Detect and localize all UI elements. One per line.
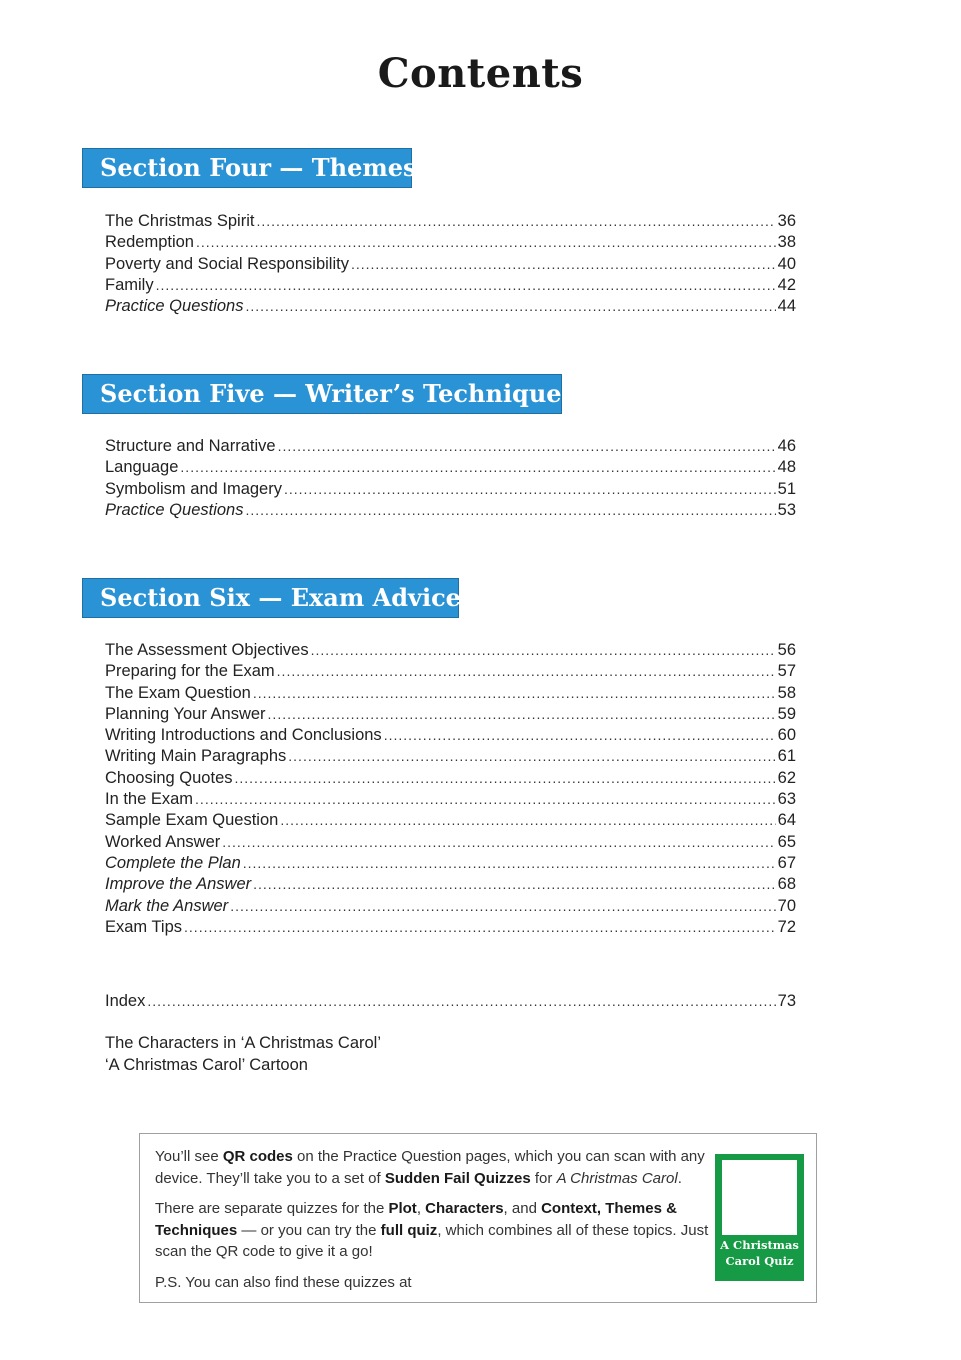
info-paragraph-ps: P.S. You can also find these quizzes at	[155, 1273, 412, 1291]
toc-entry[interactable]: Choosing Quotes ..... 62	[105, 768, 796, 789]
toc-entry[interactable]: Preparing for the Exam ..... 57	[105, 661, 796, 682]
toc-entry[interactable]: Planning Your Answer ..... 59	[105, 704, 796, 725]
toc-entry[interactable]: Structure and Narrative ..... 46	[105, 436, 796, 457]
toc-entry[interactable]: Sample Exam Question ..... 64	[105, 810, 796, 831]
toc-entry[interactable]: Poverty and Social Responsibility ..... 40	[105, 254, 796, 275]
qr-code-label: A Christmas Carol Quiz	[720, 1238, 799, 1268]
section-heading-exam-advice: Section Six — Exam Advice	[82, 578, 459, 618]
qr-code-panel[interactable]	[715, 1154, 804, 1281]
toc-entry[interactable]: Family ..... 42	[105, 275, 796, 296]
toc-entry[interactable]: Symbolism and Imagery ..... 51	[105, 479, 796, 500]
quiz-info-text	[155, 1146, 710, 1302]
qr-code-icon	[722, 1160, 797, 1235]
toc-entry[interactable]: The Exam Question ..... 58	[105, 683, 796, 704]
info-paragraph-quizzes: There are separate quizzes for the Plot, Characters, and Context, Themes & Techniques — or you can try the full quiz, which combines all of these topics. Just scan the QR code to give it a go!	[155, 1200, 709, 1260]
toc-entry[interactable]: Language ..... 48	[105, 457, 796, 478]
section-heading-writers-techniques: Section Five — Writer’s Techniques	[82, 374, 562, 414]
toc-list-writers-techniques	[105, 436, 796, 521]
toc-entry[interactable]: Complete the Plan ..... 67	[105, 853, 796, 874]
toc-entry-index[interactable]: Index ..... 73	[105, 991, 796, 1012]
toc-entry[interactable]: Writing Introductions and Conclusions ..... 60	[105, 725, 796, 746]
toc-entry[interactable]: Exam Tips ..... 72	[105, 917, 796, 938]
page-title: Contents	[377, 50, 584, 97]
toc-entry[interactable]: Practice Questions ..... 53	[105, 500, 796, 521]
toc-entry[interactable]: Mark the Answer ..... 70	[105, 896, 796, 917]
toc-list-themes	[105, 211, 796, 317]
section-heading-themes: Section Four — Themes	[82, 148, 412, 188]
quiz-info-box	[139, 1133, 817, 1303]
toc-entry[interactable]: Improve the Answer ..... 68	[105, 874, 796, 895]
extra-entry-cartoon[interactable]: ‘A Christmas Carol’ Cartoon	[105, 1056, 308, 1074]
toc-entry[interactable]: The Christmas Spirit ..... 36	[105, 211, 796, 232]
toc-entry[interactable]: Worked Answer ..... 65	[105, 832, 796, 853]
toc-entry[interactable]: Writing Main Paragraphs ..... 61	[105, 746, 796, 767]
toc-entry[interactable]: The Assessment Objectives ..... 56	[105, 640, 796, 661]
toc-entry[interactable]: Practice Questions ..... 44	[105, 296, 796, 317]
toc-list-index	[105, 991, 796, 1012]
toc-entry[interactable]: Redemption ..... 38	[105, 232, 796, 253]
toc-list-exam-advice	[105, 640, 796, 938]
toc-entry[interactable]: In the Exam ..... 63	[105, 789, 796, 810]
extra-entry-characters[interactable]: The Characters in ‘A Christmas Carol’	[105, 1034, 382, 1052]
info-paragraph-qr: You’ll see QR codes on the Practice Question pages, which you can scan with any device. They’ll take you to a set of Sudden Fail Quizzes for A Christmas Carol.	[155, 1148, 705, 1187]
